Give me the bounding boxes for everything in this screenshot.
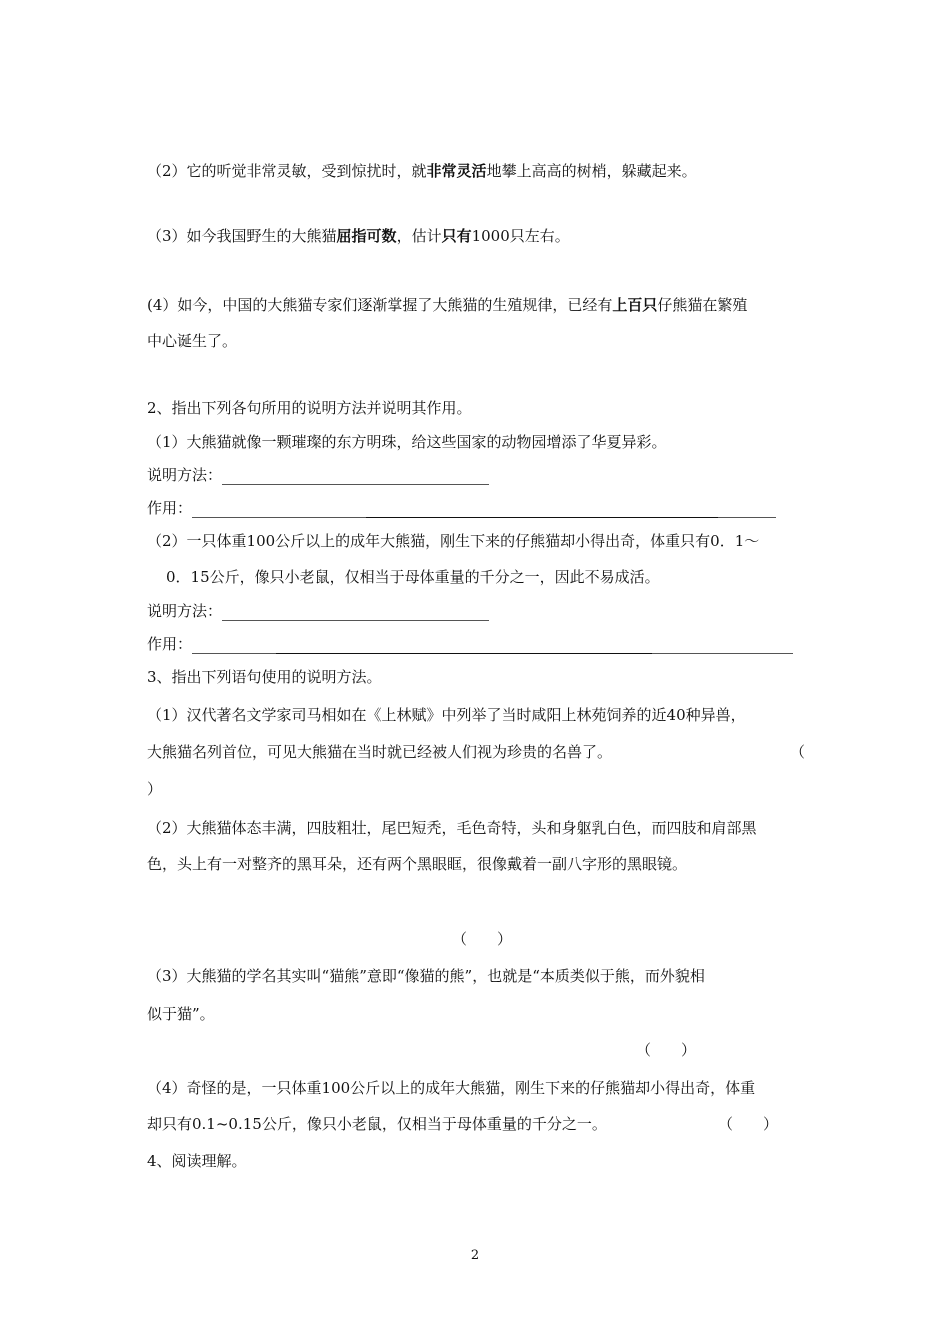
q1-s2-text-c: 地攀上高高的树梢，躲藏起来。 (486, 162, 697, 180)
answer-blank[interactable] (192, 639, 276, 654)
q3-sentence-2-line-2: 色，头上有一对整齐的黑耳朵，还有两个黑眼眶，很像戴着一副八字形的黑眼镜。 (147, 855, 688, 873)
q1-s4-text-c: 仔熊猫在繁殖 (657, 296, 748, 314)
q3-sentence-1-line-1: （1）汉代著名文学家司马相如在《上林赋》中列举了当时咸阳上林苑饲养的近40种异兽， (147, 706, 746, 724)
q2-s1-effect-row (147, 498, 776, 518)
q1-s4-bold: 上百只 (612, 296, 658, 314)
q2-s2-method-row (147, 601, 489, 621)
q3-sentence-4-line-2 (147, 1114, 607, 1134)
q2-s2-effect-row (147, 634, 793, 654)
q1-sentence-4-line-2: 中心诞生了。 (147, 332, 238, 350)
q3-s3-answer-parens[interactable]: （ ） (636, 1041, 697, 1059)
q3-title: 3、指出下列语句使用的说明方法。 (147, 668, 382, 686)
q1-s4-text-a: (4）如今，中国的大熊猫专家们逐渐掌握了大熊猫的生殖规律，已经有 (147, 296, 613, 314)
q3-s1-paren-open[interactable]: （ (790, 743, 806, 761)
q3-s4-text: 却只有0.1~0.15公斤，像只小老鼠，仅相当于母体重量的千分之一。 (147, 1115, 607, 1133)
q3-s4-answer-parens[interactable]: （ ） (718, 1115, 779, 1133)
q1-s3-text-a: （3）如今我国野生的大熊猫 (147, 227, 337, 245)
q3-sentence-3-line-2: 似于猫”。 (147, 1005, 215, 1023)
answer-blank[interactable] (222, 470, 489, 485)
q1-sentence-2 (147, 161, 697, 181)
q1-s3-bold-1: 屈指可数 (336, 227, 397, 245)
q3-sentence-3-line-1: （3）大熊猫的学名其实叫“猫熊”意即“像猫的熊”，也就是“本质类似于熊，而外貌相 (147, 967, 705, 985)
effect-label: 作用： (147, 635, 193, 653)
q3-sentence-2-line-1: （2）大熊猫体态丰满，四肢粗壮，尾巴短秃，毛色奇特，头和身躯乳白色，而四肢和肩部黑 (147, 819, 757, 837)
q3-s1-paren-close[interactable]: ） (147, 780, 163, 798)
q2-sentence-2-line-2: 0．15公斤，像只小老鼠，仅相当于母体重量的千分之一，因此不易成活。 (166, 568, 660, 586)
q1-sentence-3 (147, 226, 570, 246)
answer-blank[interactable] (366, 503, 718, 518)
q2-s1-method-row (147, 465, 489, 485)
answer-blank[interactable] (718, 503, 776, 518)
q2-sentence-2-line-1: （2）一只体重100公斤以上的成年大熊猫，刚生下来的仔熊猫却小得出奇，体重只有0．1～ (147, 532, 760, 550)
q1-s2-bold: 非常灵活 (426, 162, 487, 180)
q1-s3-bold-2: 只有 (441, 227, 472, 245)
q3-s2-answer-parens[interactable]: （ ） (452, 930, 513, 948)
q3-sentence-1-line-2 (147, 742, 612, 762)
q1-s3-text-e: 1000只左右。 (471, 227, 570, 245)
method-label: 说明方法： (147, 466, 223, 484)
answer-blank[interactable] (222, 606, 489, 621)
method-label: 说明方法： (147, 602, 223, 620)
q3-s1-text: 大熊猫名列首位，可见大熊猫在当时就已经被人们视为珍贵的名兽了。 (147, 743, 613, 761)
effect-label: 作用： (147, 499, 193, 517)
q4-title: 4、阅读理解。 (147, 1152, 247, 1170)
answer-blank[interactable] (652, 639, 793, 654)
q1-s3-text-c: ，估计 (396, 227, 442, 245)
page-number: 2 (470, 1248, 480, 1263)
q2-title: 2、指出下列各句所用的说明方法并说明其作用。 (147, 399, 472, 417)
q1-sentence-4-line-1 (147, 295, 747, 315)
q2-sentence-1: （1）大熊猫就像一颗璀璨的东方明珠，给这些国家的动物园增添了华夏异彩。 (147, 433, 667, 451)
q3-sentence-4-line-1: （4）奇怪的是，一只体重100公斤以上的成年大熊猫，刚生下来的仔熊猫却小得出奇，体重 (147, 1079, 756, 1097)
answer-blank[interactable] (276, 639, 652, 654)
q1-s2-text-a: （2）它的听觉非常灵敏，受到惊扰时，就 (147, 162, 427, 180)
answer-blank[interactable] (192, 503, 366, 518)
